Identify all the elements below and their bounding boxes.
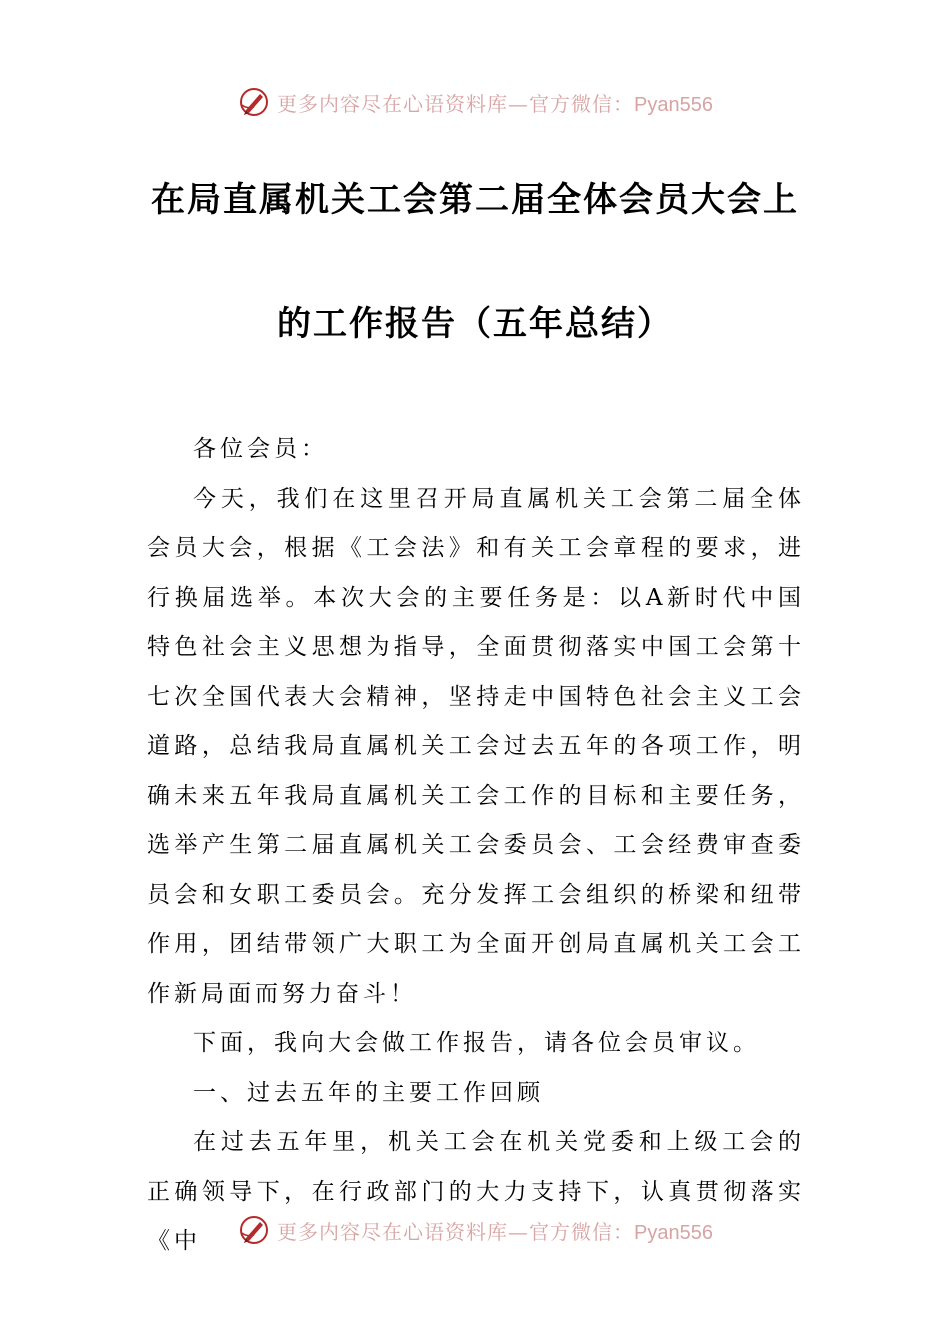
section-heading-1: 一、过去五年的主要工作回顾: [193, 1079, 544, 1106]
header-banner: [0, 82, 950, 122]
banner-text-cn: 更多内容尽在心语资料库—官方微信：: [277, 1219, 635, 1244]
footer-banner: [0, 1210, 950, 1250]
paragraph-review: 在过去五年里，机关工会在机关党委和上级工会的正确领导下，在行政部门的大力支持下，认真贯彻落实《中: [147, 1129, 805, 1254]
page-title-line-2: 的工作报告（五年总结）: [277, 304, 673, 344]
paragraph-transition: 下面，我向大会做工作报告，请各位会员审议。: [193, 1030, 760, 1056]
banner-text: [277, 1216, 713, 1245]
banner-text-en: Pyan556: [634, 1221, 713, 1244]
pen-logo-icon: [237, 85, 271, 119]
banner-text: [277, 88, 713, 117]
paragraph-intro: 今天，我们在这里召开局直属机关工会第二届全体会员大会，根据《工会法》和有关工会章程的要求，进行换届选举。本次大会的主要任务是：以A新时代中国特色社会主义思想为指导，全面贯彻落实中国工会第十七次全国代表大会精神，坚持走中国特色社会主义工会道路，总结我局直属机关工会过去五年的各项工作，明确未来五年我局直属机关工会工作的目标和主要任务，选举产生第二届直属机关工会委员会、工会经费审查委员会和女职工委员会。充分发挥工会组织的桥梁和纽带作用，团结带领广大职工为全面开创局直属机关工会工作新局面而努力奋斗！: [147, 485, 805, 1007]
salutation: 各位会员：: [193, 436, 328, 462]
document-body: [147, 425, 805, 1267]
banner-text-en: Pyan556: [634, 93, 713, 116]
pen-logo-icon: [237, 1213, 271, 1247]
page-title-line-1: 在局直属机关工会第二届全体会员大会上: [151, 180, 799, 220]
banner-text-cn: 更多内容尽在心语资料库—官方微信：: [277, 91, 635, 116]
